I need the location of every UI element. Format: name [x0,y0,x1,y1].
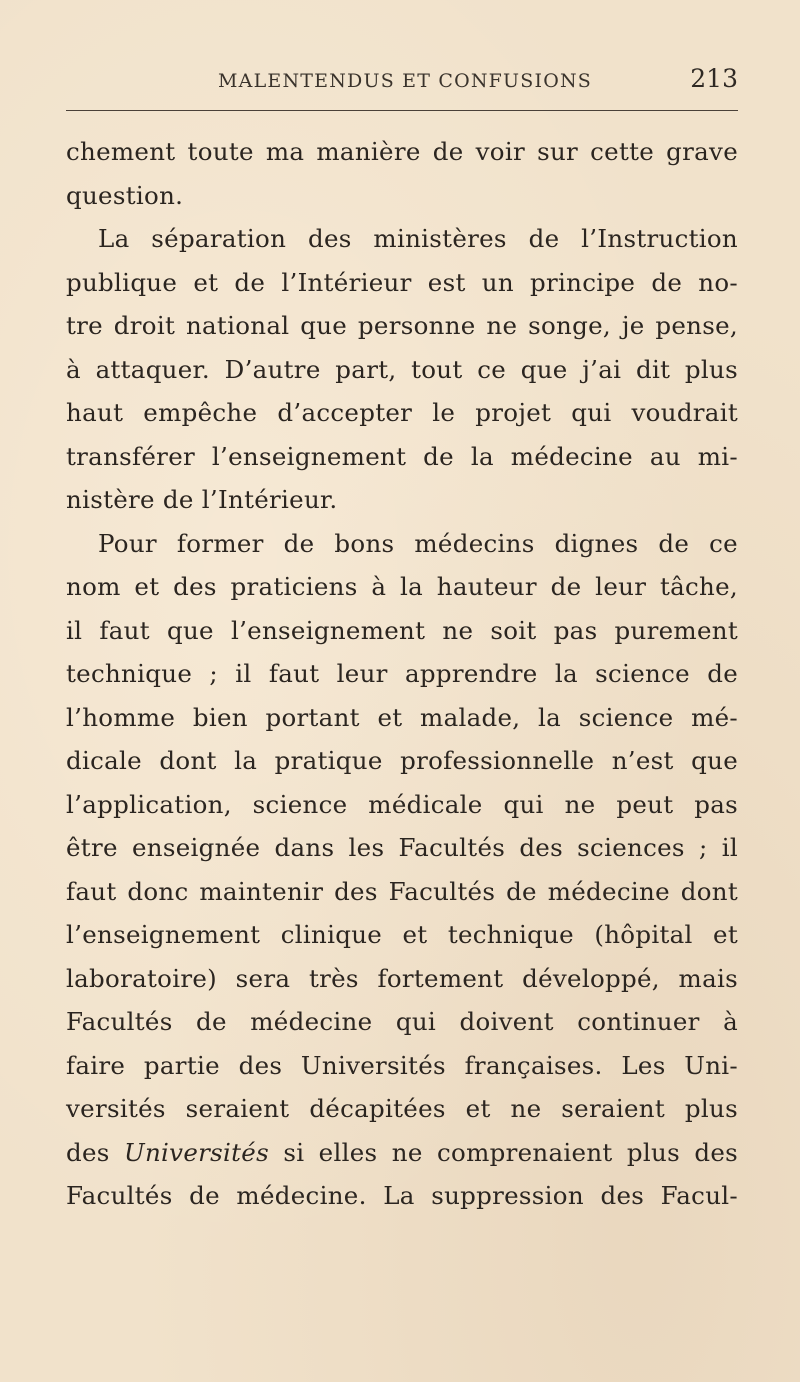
text-line: technique ; il faut leur apprendre la science de [66,659,738,688]
text-line: Facultés de médecine. La suppression des Facul- [66,1181,738,1210]
text-line: Facultés de médecine qui doivent continuer à [66,1007,738,1036]
text-line: dicale dont la pratique professionnelle n’est que [66,746,738,775]
text-line: faire partie des Universités françaises. Les Uni- [66,1050,738,1080]
text-line: transférer l’enseignement de la médecine au mi- [66,441,738,471]
text-line: il faut que l’enseignement ne soit pas purement [66,615,738,645]
text-line: question. [66,180,184,210]
text-line: l’enseignement clinique et technique (hôpital et [66,920,738,949]
text-line: à attaquer. D’autre part, tout ce que j’ai dit plus [66,354,738,384]
text-line: nom et des praticiens à la hauteur de leur tâche, [66,572,738,601]
text-line: laboratoire) sera très fortement développé, mais [66,963,738,993]
text-line: versités seraient décapitées et ne seraient plus [66,1094,738,1123]
text-line: publique et de l’Intérieur est un principe de no- [66,267,738,297]
text-line: Pour former de bons médecins dignes de ce [98,528,738,558]
text-line: l’homme bien portant et malade, la science mé- [66,702,738,732]
text-line: l’application, science médicale qui ne peut pas [66,789,738,819]
text-line: faut donc maintenir des Facultés de médecine dont [66,876,738,906]
text-segment: des [66,1137,125,1167]
text-line: nistère de l’Intérieur. [66,485,338,514]
body-text [66,130,738,1218]
text-line: être enseignée dans les Facultés des sciences ; il [66,833,738,862]
running-head [66,64,738,104]
text-line-with-italic [66,1131,738,1175]
page-number: 213 [690,64,738,93]
header-rule [66,110,738,111]
text-line: La séparation des ministères de l’Instruction [98,224,738,253]
text-line: haut empêche d’accepter le projet qui voudrait [66,398,738,427]
text-line: chement toute ma manière de voir sur cette grave [66,137,738,166]
italic-term: Universités [124,1137,269,1167]
text-line: tre droit national que personne ne songe, je pense, [66,311,738,340]
text-segment: si elles ne comprenaient plus des [268,1137,738,1167]
running-title: MALENTENDUS ET CONFUSIONS [218,70,593,92]
